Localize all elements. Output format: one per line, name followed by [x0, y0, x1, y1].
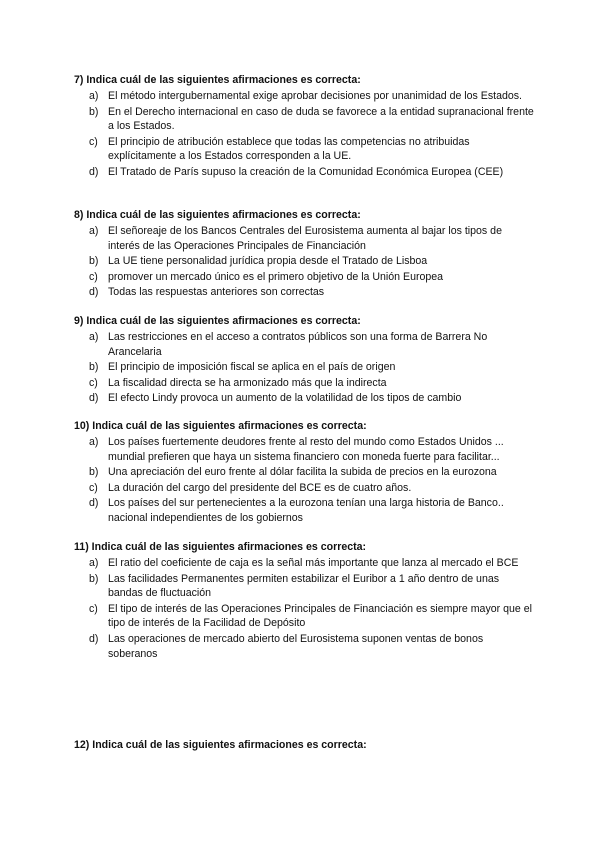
- option-item: [74, 435, 534, 464]
- option-letter: c): [89, 135, 98, 148]
- option-text: El tipo de interés de las Operaciones Principales de Financiación es siempre mayor que el tipo de interés de la Facilidad de Depósito: [108, 602, 532, 630]
- option-text: El principio de imposición fiscal se aplica en el país de origen: [108, 361, 396, 374]
- option-list: [74, 435, 534, 526]
- option-item: [74, 330, 534, 359]
- option-letter: d): [89, 497, 99, 510]
- option-letter: c): [89, 481, 98, 494]
- option-text: El método intergubernamental exige aprobar decisiones por unanimidad de los Estados.: [108, 90, 522, 102]
- option-text: Una apreciación del euro frente al dólar facilita la subida de precios en la eurozona: [108, 466, 497, 479]
- question-title: 8) Indica cuál de las siguientes afirmaciones es correcta:: [74, 209, 361, 221]
- option-letter: a): [89, 225, 99, 237]
- question-8: [74, 208, 534, 301]
- option-letter: a): [89, 331, 99, 343]
- option-letter: a): [89, 436, 99, 448]
- question-title: 7) Indica cuál de las siguientes afirmaciones es correcta:: [74, 74, 361, 86]
- option-text: La duración del cargo del presidente del BCE es de cuatro años.: [108, 481, 412, 494]
- option-letter: d): [89, 165, 99, 178]
- question-7: [74, 73, 534, 181]
- option-list: [74, 330, 534, 406]
- question-title: 11) Indica cuál de las siguientes afirmaciones es correcta:: [74, 541, 367, 553]
- option-letter: d): [89, 632, 99, 645]
- option-item: [74, 270, 534, 285]
- option-letter: b): [89, 572, 99, 585]
- question-title: 12) Indica cuál de las siguientes afirmaciones es correcta:: [74, 739, 367, 751]
- option-list: [74, 89, 534, 180]
- option-text: La UE tiene personalidad jurídica propia desde el Tratado de Lisboa: [108, 255, 428, 268]
- question-11: [74, 540, 534, 662]
- option-item: [74, 632, 534, 661]
- option-text: Los países fuertemente deudores frente al resto del mundo como Estados Unidos ... mundial prefieren que haya un sistema financiero con moneda fuerte para facilitar...: [108, 436, 504, 463]
- option-letter: b): [89, 255, 99, 268]
- option-text: Las operaciones de mercado abierto del Eurosistema suponen ventas de bonos soberanos: [108, 632, 484, 660]
- option-item: [74, 376, 534, 391]
- option-item: [74, 465, 534, 480]
- question-title: 10) Indica cuál de las siguientes afirmaciones es correcta:: [74, 420, 367, 432]
- option-item: [74, 285, 534, 300]
- option-letter: d): [89, 392, 99, 405]
- option-letter: b): [89, 105, 99, 118]
- option-letter: c): [89, 270, 98, 283]
- option-letter: c): [89, 602, 98, 615]
- option-letter: b): [89, 361, 99, 374]
- option-text: Los países del sur pertenecientes a la eurozona tenían una larga historia de Banco.. nacional independientes de los gobiernos: [108, 497, 504, 524]
- option-text: El efecto Lindy provoca un aumento de la volatilidad de los tipos de cambio: [108, 392, 462, 405]
- option-item: [74, 572, 534, 601]
- option-text: El señoreaje de los Bancos Centrales del Eurosistema aumenta al bajar los tipos de interés de las Operaciones Principales de Financiación: [108, 225, 502, 252]
- question-9: [74, 314, 534, 407]
- option-list: [74, 556, 534, 661]
- option-item: [74, 89, 534, 104]
- option-letter: b): [89, 466, 99, 479]
- question-title: 9) Indica cuál de las siguientes afirmaciones es correcta:: [74, 315, 361, 327]
- option-item: [74, 135, 534, 164]
- option-text: El ratio del coeficiente de caja es la señal más importante que lanza al mercado el BCE: [108, 557, 519, 569]
- option-item: [74, 165, 534, 180]
- option-item: [74, 602, 534, 631]
- option-item: [74, 105, 534, 134]
- option-text: Las restricciones en el acceso a contratos públicos son una forma de Barrera No Arancelaria: [108, 331, 488, 358]
- option-text: Todas las respuestas anteriores son correctas: [108, 286, 325, 299]
- option-letter: a): [89, 90, 99, 102]
- option-item: [74, 254, 534, 269]
- option-text: El principio de atribución establece que todas las competencias no atribuidas explícitamente a los Estados corresponden a la UE.: [108, 135, 470, 163]
- option-item: [74, 556, 534, 571]
- option-letter: c): [89, 376, 98, 389]
- option-item: [74, 391, 534, 406]
- option-item: [74, 224, 534, 253]
- option-item: [74, 481, 534, 496]
- option-text: La fiscalidad directa se ha armonizado más que la indirecta: [108, 376, 387, 389]
- question-12: [74, 738, 534, 754]
- option-list: [74, 224, 534, 300]
- question-10: [74, 419, 534, 527]
- option-text: En el Derecho internacional en caso de duda se favorece a la entidad supranacional frente a los Estados.: [108, 105, 534, 133]
- option-text: El Tratado de París supuso la creación de la Comunidad Económica Europea (CEE): [108, 165, 504, 178]
- option-text: Las facilidades Permanentes permiten estabilizar el Euribor a 1 año dentro de unas bandas de fluctuación: [108, 572, 500, 600]
- option-letter: a): [89, 557, 99, 569]
- option-item: [74, 496, 534, 525]
- option-letter: d): [89, 286, 99, 299]
- option-text: promover un mercado único es el primero objetivo de la Unión Europea: [108, 270, 444, 283]
- option-item: [74, 360, 534, 375]
